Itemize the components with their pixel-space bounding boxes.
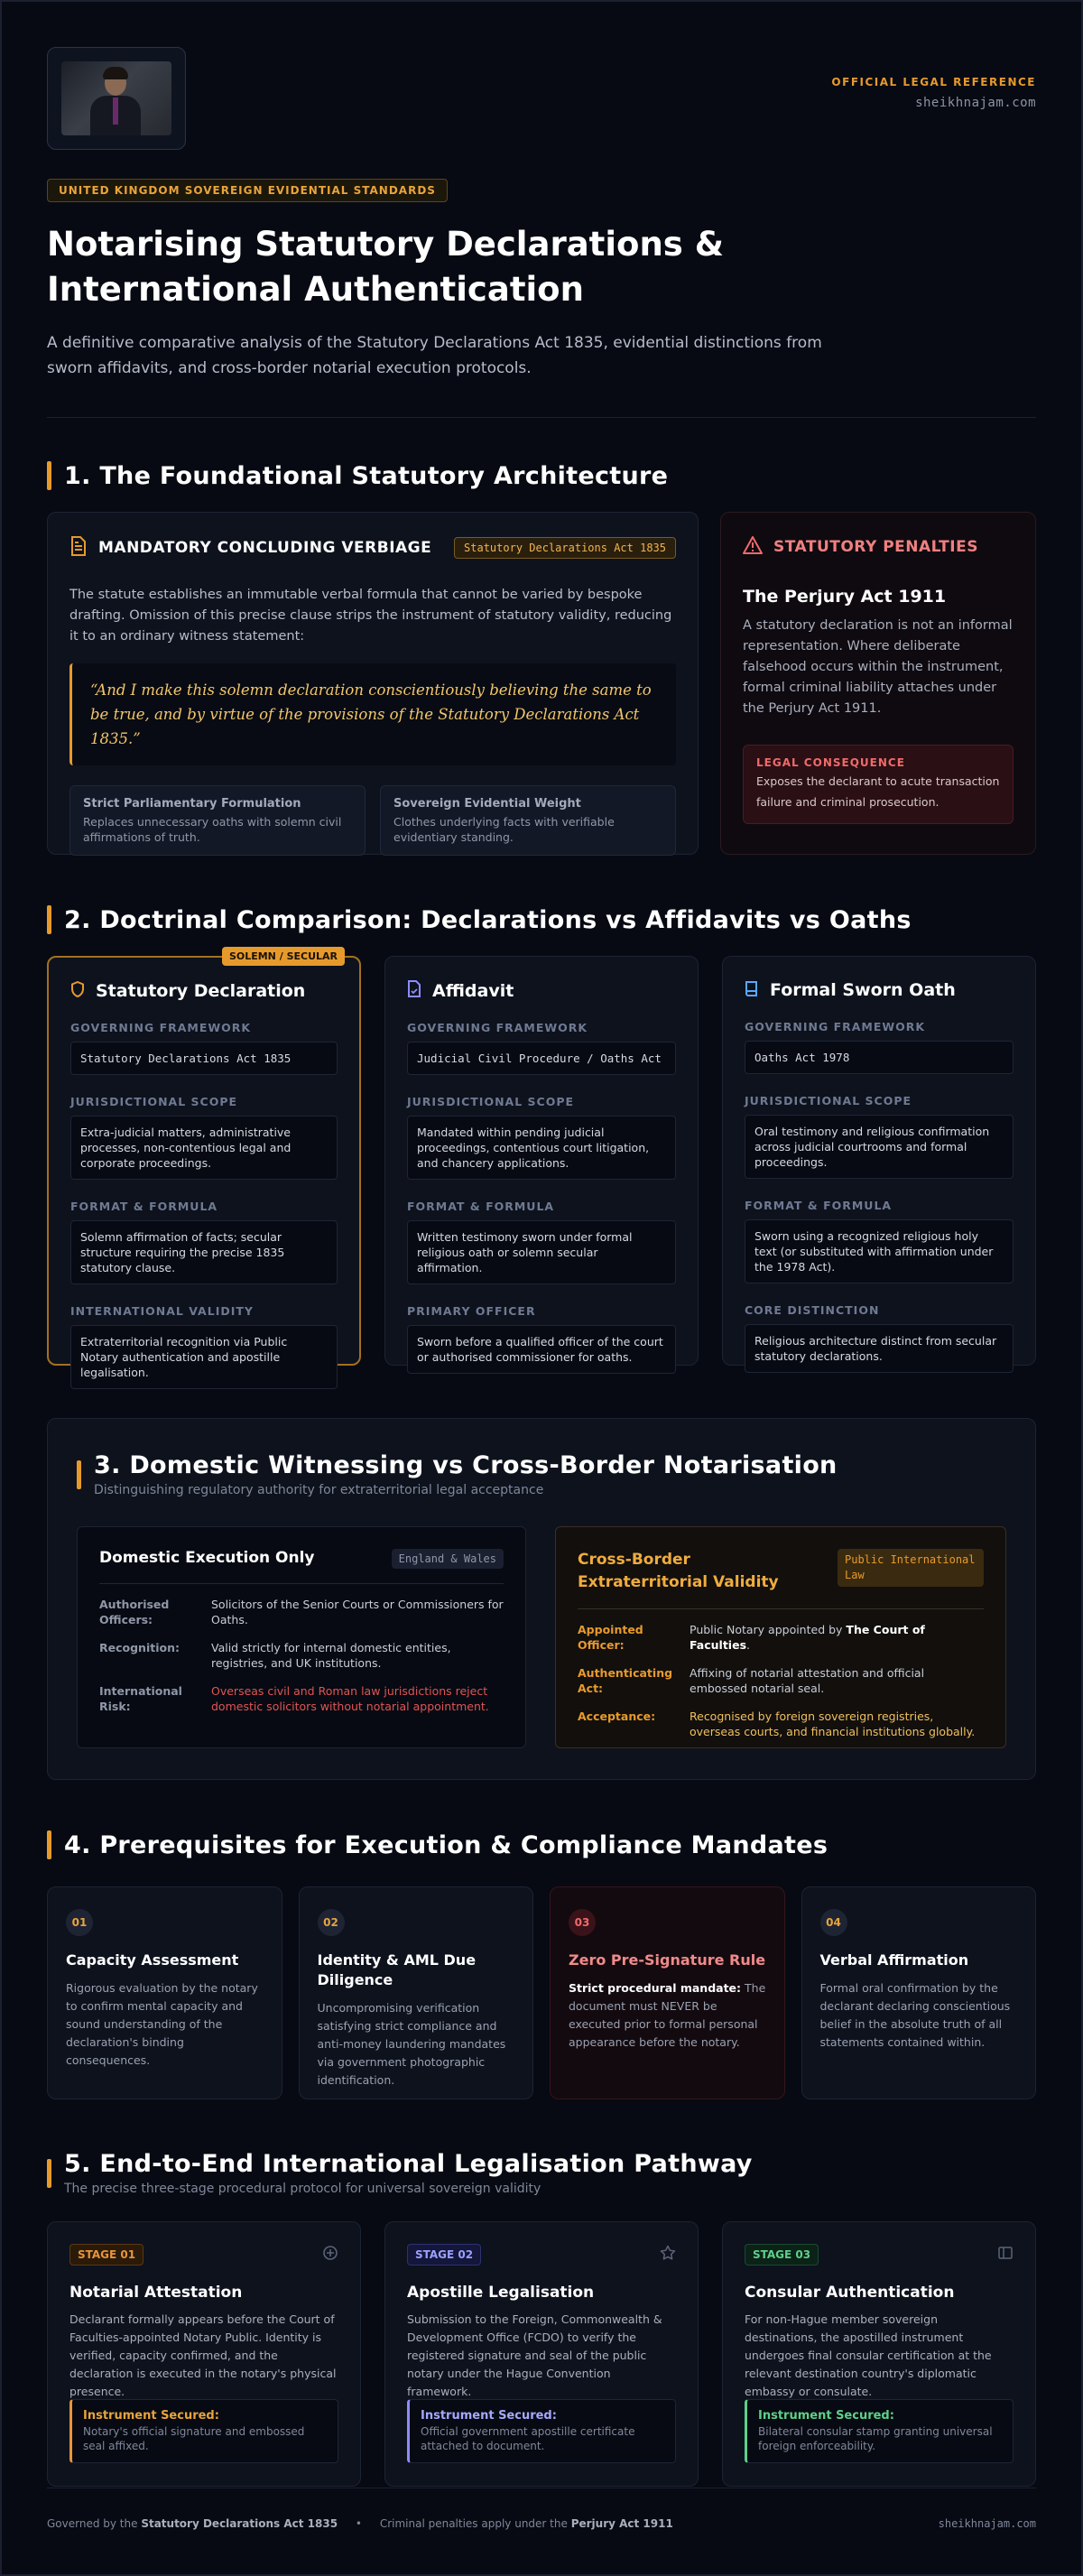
stage-tag: STAGE 01	[69, 2244, 143, 2266]
instrument-secured-box	[69, 2399, 338, 2463]
stage-card	[384, 2221, 699, 2487]
section-2-heading	[47, 905, 1036, 934]
step-title: Verbal Affirmation	[819, 1951, 969, 1969]
field-label: PRIMARY OFFICER	[407, 1304, 536, 1318]
official-label: OFFICIAL LEGAL REFERENCE	[831, 76, 1036, 88]
divider	[47, 417, 1036, 418]
kv-value: Valid strictly for internal domestic entities, registries, and UK institutions.	[211, 1641, 451, 1670]
panel-title: Domestic Execution Only	[99, 1549, 315, 1567]
step-card-critical	[550, 1886, 785, 2099]
instrument-secured-desc: Bilateral consular stamp granting universal foreign enforceability.	[758, 2425, 993, 2452]
sidebar-layout-icon	[997, 2245, 1014, 2265]
document-icon	[69, 536, 88, 560]
field-label: GOVERNING FRAMEWORK	[70, 1021, 252, 1034]
instrument-secured-desc: Notary's official signature and embossed seal affixed.	[83, 2425, 305, 2452]
kv-key: International Risk:	[99, 1684, 182, 1713]
footer-site-link[interactable]: sheikhnajam.com	[938, 2517, 1036, 2530]
field-label: INTERNATIONAL VALIDITY	[70, 1304, 254, 1318]
step-number: 04	[820, 1909, 847, 1936]
kv-value: Recognised by foreign sovereign registries, overseas courts, and financial institutions globally.	[690, 1710, 976, 1738]
kv-value: Affixing of notarial attestation and official embossed notarial seal.	[690, 1666, 925, 1695]
stage-card	[47, 2221, 361, 2487]
mini-card	[380, 785, 676, 856]
field-value: Sworn before a qualified officer of the court or authorised commissioner for oaths.	[407, 1325, 676, 1374]
field-value: Solemn affirmation of facts; secular structure requiring the precise 1835 statutory clause.	[70, 1220, 338, 1284]
jurisdiction-badge: UNITED KINGDOM SOVEREIGN EVIDENTIAL STANDARDS	[47, 179, 448, 202]
footer	[47, 2488, 1036, 2530]
kv-row	[578, 1665, 984, 1696]
field-label: JURISDICTIONAL SCOPE	[70, 1095, 238, 1108]
act-tag: Statutory Declarations Act 1835	[454, 537, 676, 559]
section-5-subtitle: The precise three-stage procedural protocol for universal sovereign validity	[64, 2182, 542, 2196]
section-4-heading	[47, 1830, 1036, 1859]
domestic-execution-panel	[77, 1526, 526, 1748]
column-title: Formal Sworn Oath	[770, 980, 956, 1000]
column-title: Affidavit	[432, 980, 514, 1001]
stage-card	[722, 2221, 1036, 2487]
kv-row	[99, 1640, 504, 1671]
section-5-title: 5. End-to-End International Legalisation Pathway	[64, 2150, 753, 2178]
section-2-title: 2. Doctrinal Comparison: Declarations vs Affidavits vs Oaths	[64, 905, 912, 934]
header-meta	[831, 47, 1036, 110]
section-3-heading	[77, 1451, 1006, 1497]
stage-tag: STAGE 03	[745, 2244, 819, 2266]
mini-card-title: Sovereign Evidential Weight	[393, 797, 581, 811]
step-desc: Formal oral confirmation by the declarant declaring conscientious belief in the absolute truth of all statements contained within.	[819, 1981, 1011, 2049]
field-value: Oral testimony and religious confirmation across judicial courtrooms and formal proceedings.	[745, 1115, 1014, 1179]
step-title: Capacity Assessment	[66, 1951, 239, 1969]
penalties-text: A statutory declaration is not an informal representation. Where deliberate falsehood occurs within the instrument, formal criminal liability attaches under the Perjury Act 1911.	[743, 618, 1013, 716]
author-portrait	[61, 61, 171, 135]
field-value: Extraterritorial recognition via Public Notary authentication and apostille legalisation.	[70, 1325, 338, 1389]
mini-card-title: Strict Parliamentary Formulation	[83, 797, 301, 811]
stage-title: Notarial Attestation	[69, 2284, 243, 2302]
kv-key: Recognition:	[99, 1641, 180, 1654]
shield-icon	[70, 981, 85, 1001]
instrument-secured-box	[407, 2399, 676, 2463]
field-value: Extra-judicial matters, administrative processes, non-contentious legal and corporate proceedings.	[70, 1116, 338, 1180]
stage-title: Apostille Legalisation	[407, 2284, 595, 2302]
kv-value: Public Notary appointed by The Court of Faculties.	[690, 1623, 925, 1652]
field-label: JURISDICTIONAL SCOPE	[407, 1095, 575, 1108]
affidavit-card	[384, 956, 699, 1366]
stage-title: Consular Authentication	[745, 2284, 955, 2302]
verbiage-card	[47, 512, 699, 855]
field-value: Sworn using a recognized religious holy text (or substituted with affirmation under the 1978 Act).	[745, 1219, 1014, 1283]
step-desc: Rigorous evaluation by the notary to confirm mental capacity and sound understanding of the declaration's binding consequences.	[66, 1981, 258, 2067]
mini-card-desc: Clothes underlying facts with verifiable evidentiary standing.	[393, 815, 615, 844]
field-label: FORMAT & FORMULA	[407, 1200, 555, 1213]
step-number: 02	[318, 1909, 345, 1936]
step-number: 03	[569, 1909, 596, 1936]
section-4-title: 4. Prerequisites for Execution & Compliance Mandates	[64, 1830, 828, 1859]
section-1-heading	[47, 461, 1036, 490]
instrument-secured-title: Instrument Secured:	[83, 2409, 219, 2423]
section-3-title: 3. Domestic Witnessing vs Cross-Border Notarisation	[94, 1451, 838, 1479]
verbiage-text: The statute establishes an immutable verbal formula that cannot be varied by bespoke drafting. Omission of this precise clause strips the instrument of statutory validity, reducing it to an ordinary witness statement:	[69, 588, 672, 644]
perjury-act-title: The Perjury Act 1911	[743, 587, 947, 607]
site-link[interactable]: sheikhnajam.com	[915, 96, 1036, 110]
kv-key: Authenticating Act:	[578, 1666, 673, 1695]
field-label: FORMAT & FORMULA	[745, 1199, 893, 1212]
section-1-title: 1. The Foundational Statutory Architecture	[64, 461, 669, 490]
footer-act-1835: Statutory Declarations Act 1835	[141, 2517, 338, 2530]
cross-border-panel	[555, 1526, 1006, 1748]
instrument-secured-desc: Official government apostille certificate attached to document.	[421, 2425, 635, 2452]
field-value: Religious architecture distinct from secular statutory declarations.	[745, 1324, 1014, 1373]
step-desc: Uncompromising verification satisfying strict compliance and anti-money laundering mandates via government photographic identification.	[317, 2001, 506, 2087]
kv-row	[99, 1597, 504, 1627]
stage-desc: Declarant formally appears before the Court of Faculties-appointed Notary Public. Identity is verified, capacity confirmed, and the declaration is executed in the notary's physical presence.	[69, 2312, 337, 2398]
instrument-secured-title: Instrument Secured:	[421, 2409, 557, 2423]
kv-row	[99, 1683, 504, 1714]
instrument-secured-title: Instrument Secured:	[758, 2409, 894, 2423]
statutory-quote: “And I make this solemn declaration conscientiously believing the same to be true, and by virtue of the provisions of the Statutory Declarations Act 1835.”	[69, 663, 676, 765]
field-value: Judicial Civil Procedure / Oaths Act	[407, 1042, 676, 1075]
step-title: Identity & AML Due Diligence	[317, 1951, 477, 1988]
mini-card	[69, 785, 366, 856]
field-label: CORE DISTINCTION	[745, 1303, 880, 1317]
jurisdiction-pill: Public International Law	[838, 1549, 984, 1587]
section-3-subtitle: Distinguishing regulatory authority for extraterritorial legal acceptance	[94, 1483, 544, 1497]
sworn-oath-card	[722, 956, 1036, 1366]
penalties-card	[720, 512, 1036, 855]
solemn-tag: SOLEMN / SECULAR	[222, 947, 345, 966]
section-5-heading	[47, 2150, 1036, 2196]
stage-desc: Submission to the Foreign, Commonwealth & Development Office (FCDO) to verify the registered signature and seal of the public notary under the Hague Convention framework.	[407, 2312, 662, 2398]
page-title: Notarising Statutory Declarations & International Authentication	[47, 225, 724, 309]
step-card	[801, 1886, 1037, 2099]
kv-value: Solicitors of the Senior Courts or Commissioners for Oaths.	[211, 1598, 504, 1626]
footer-act-1911: Perjury Act 1911	[570, 2517, 673, 2530]
field-value: Statutory Declarations Act 1835	[70, 1042, 338, 1075]
jurisdiction-pill: England & Wales	[392, 1549, 504, 1569]
field-value: Oaths Act 1978	[745, 1041, 1014, 1074]
field-label: GOVERNING FRAMEWORK	[407, 1021, 588, 1034]
step-card	[299, 1886, 534, 2099]
instrument-secured-box	[745, 2399, 1014, 2463]
kv-key: Appointed Officer:	[578, 1623, 643, 1652]
kv-key: Acceptance:	[578, 1710, 656, 1723]
star-icon	[660, 2245, 676, 2265]
author-portrait-frame	[47, 47, 186, 150]
field-value: Mandated within pending judicial proceedings, contentious court litigation, and chancery applications.	[407, 1116, 676, 1180]
legal-consequence-title: LEGAL CONSEQUENCE	[756, 756, 905, 769]
kv-row	[578, 1622, 984, 1653]
legal-consequence-box	[743, 745, 1014, 824]
mini-card-desc: Replaces unnecessary oaths with solemn civil affirmations of truth.	[83, 815, 342, 844]
add-circle-icon	[322, 2245, 338, 2265]
field-label: GOVERNING FRAMEWORK	[745, 1020, 926, 1033]
field-label: JURISDICTIONAL SCOPE	[745, 1094, 912, 1107]
section-3-card	[47, 1418, 1036, 1780]
file-icon	[407, 980, 421, 1001]
book-icon	[745, 980, 759, 1000]
legal-consequence-text: Exposes the declarant to acute transaction failure and criminal prosecution.	[756, 774, 1000, 809]
step-number: 01	[66, 1909, 93, 1936]
field-value: Written testimony sworn under formal religious oath or solemn secular affirmation.	[407, 1220, 676, 1284]
verbiage-title: MANDATORY CONCLUDING VERBIAGE	[98, 539, 432, 557]
statutory-declaration-card	[47, 950, 361, 1379]
column-title: Statutory Declaration	[96, 981, 306, 1001]
footer-separator: •	[355, 2517, 362, 2530]
page-subtitle: A definitive comparative analysis of the Statutory Declarations Act 1835, evidential distinctions from sworn affidavits, and cross-border notarial execution protocols.	[47, 334, 822, 377]
stage-tag: STAGE 02	[407, 2244, 481, 2266]
warning-icon	[743, 536, 763, 558]
footer-citation: Governed by the Statutory Declarations Act 1835 • Criminal penalties apply under the Perjury Act 1911	[47, 2517, 673, 2530]
panel-title: Cross-Border Extraterritorial Validity	[578, 1551, 779, 1591]
step-card	[47, 1886, 282, 2099]
step-desc: Strict procedural mandate: The document must NEVER be executed prior to formal personal appearance before the notary.	[569, 1981, 766, 2049]
field-label: FORMAT & FORMULA	[70, 1200, 218, 1213]
step-title: Zero Pre-Signature Rule	[569, 1951, 766, 1969]
kv-row	[578, 1709, 984, 1739]
stage-desc: For non-Hague member sovereign destinations, the apostilled instrument undergoes final consular certification at the relevant destination country's diplomatic embassy or consulate.	[745, 2312, 992, 2398]
penalties-title: STATUTORY PENALTIES	[773, 538, 978, 556]
kv-value: Overseas civil and Roman law jurisdictions reject domestic solicitors without notarial appointment.	[211, 1684, 489, 1713]
header	[47, 47, 1036, 153]
kv-key: Authorised Officers:	[99, 1598, 170, 1626]
